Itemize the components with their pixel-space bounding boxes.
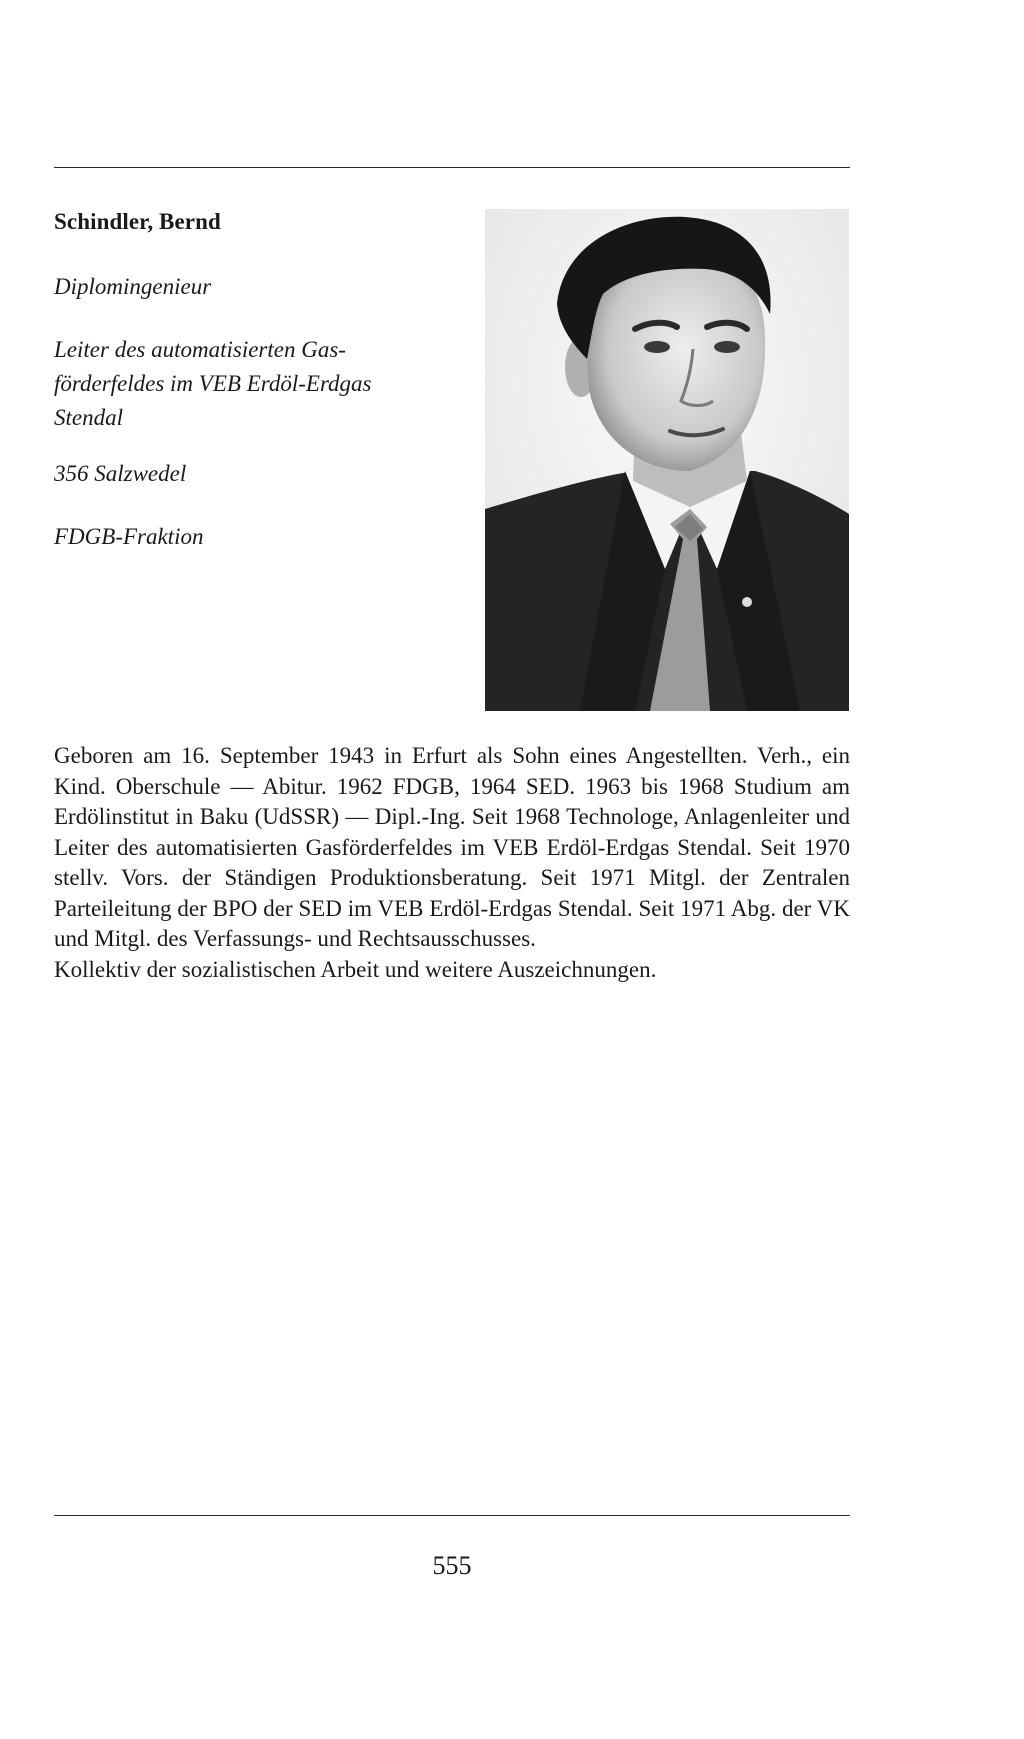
entry-fraction: FDGB-Fraktion (54, 524, 204, 549)
biography (54, 741, 850, 985)
portrait-photo (485, 209, 849, 711)
entry-address: 356 Salzwedel (54, 461, 187, 486)
entry-title: Diplomingenieur (54, 274, 212, 299)
bottom-rule (54, 1515, 850, 1516)
top-rule (54, 167, 850, 168)
page-number: 555 (432, 1551, 472, 1580)
entry-name: Schindler, Bernd (54, 209, 221, 234)
entry-position: Leiter des automatisierten Gas-förderfeldes im VEB Erdöl-Erdgas Stendal (54, 337, 372, 430)
biography-awards: Kollektiv der sozialistischen Arbeit und weitere Auszeichnungen. (54, 956, 657, 982)
biography-text: Geboren am 16. September 1943 in Erfurt als Sohn eines Angestellten. Verh., ein Kind. Oberschule — Abitur. 1962 FDGB, 1964 SED. 1963 bis 1968 Studium am Erdölinstitut in Baku (UdSSR) — Dipl.-Ing. Seit 1968 Technologe, Anlagenleiter und Leiter des automatisierten Gasförderfeldes im VEB Erdöl-Erdgas Stendal. Seit 1970 stellv. Vors. der Ständigen Produktionsberatung. Seit 1971 Mitgl. der Zentralen Parteileitung der BPO der SED im VEB Erdöl-Erdgas Stendal. Seit 1971 Abg. der VK und Mitgl. des Verfassungs- und Rechtsausschusses. (54, 743, 850, 951)
